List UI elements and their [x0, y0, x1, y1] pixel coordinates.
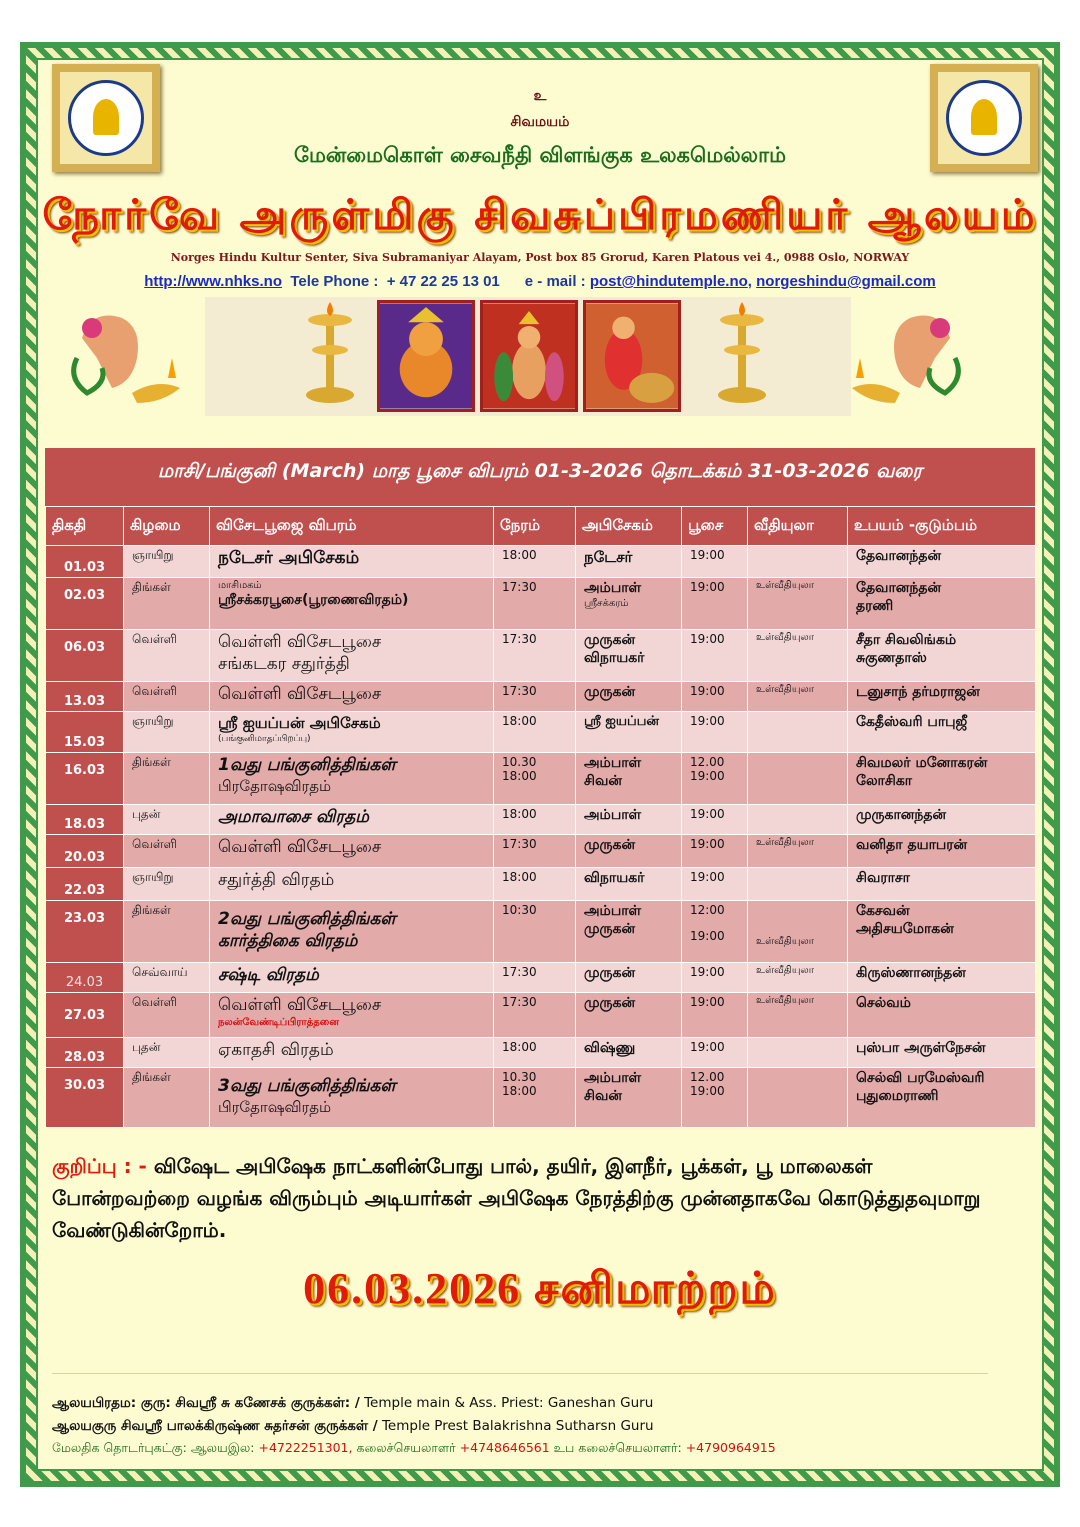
row-abhishekam-2: சிவன் — [584, 773, 622, 789]
row-day: வெள்ளி — [124, 835, 210, 868]
row-ubayam: வனிதா தயாபரன் — [848, 835, 1036, 868]
footer-vice-secretary-label: உப கலைச்செயலாளர்: — [553, 1440, 682, 1455]
footer-priest-en: Temple main & Ass. Priest: Ganeshan Guru — [364, 1395, 654, 1411]
durga-image — [583, 300, 681, 412]
row-pooja: 19:00 — [682, 578, 748, 630]
row-abhishekam: விநாயகர் — [576, 868, 682, 901]
col-header-veethi: வீதியுலா — [748, 507, 848, 546]
row-veethi — [748, 546, 848, 578]
footer-line-3 — [52, 1440, 776, 1457]
row-day: வெள்ளி — [124, 682, 210, 712]
row-date: 01.03 — [46, 546, 124, 578]
row-time: 17:30 — [494, 963, 576, 993]
row-date: 18.03 — [46, 805, 124, 835]
row-pooja: 19:00 — [682, 682, 748, 712]
row-event — [210, 1068, 494, 1128]
lady-with-lamp-left-image — [62, 298, 182, 418]
row-abhishekam-sub: ஸ்ரீசக்கரம் — [584, 598, 629, 609]
row-veethi: உள்வீதியுலா — [748, 993, 848, 1038]
row-abhishekam-1: முருகன் — [584, 632, 636, 648]
ganesha-image — [377, 300, 475, 412]
row-ubayam: முருகானந்தன் — [848, 805, 1036, 835]
schedule-table — [45, 506, 1036, 1128]
row-pooja — [682, 901, 748, 963]
pooja-schedule — [45, 448, 1035, 1140]
footer-line-1 — [52, 1395, 653, 1413]
row-date: 30.03 — [46, 1068, 124, 1128]
col-header-day: கிழமை — [124, 507, 210, 546]
row-event-note: (பங்குனிமாதப்பிறப்பு) — [218, 734, 311, 744]
footer-guru-en: Temple Prest Balakrishna Sutharsn Guru — [381, 1418, 654, 1434]
row-veethi: உள்வீதியுலா — [748, 630, 848, 682]
row-event: அமாவாசை விரதம் — [210, 805, 494, 835]
row-ubayam: சிவராசா — [848, 868, 1036, 901]
oil-lamp-right-image — [712, 300, 772, 410]
temple-title: நோர்வே அருள்மிகு சிவசுப்பிரமணியர் ஆலயம் — [42, 190, 1038, 239]
temple-address: Norges Hindu Kultur Senter, Siva Subramaniyar Alayam, Post box 85 Grorud, Karen Platous vei 4., 0988 Oslo, NORWAY — [170, 251, 910, 264]
row-time-2: 18:00 — [502, 1084, 537, 1098]
row-abhishekam: அம்பாள் — [576, 805, 682, 835]
row-time-1: 10.30 — [502, 755, 537, 769]
row-event: வெள்ளி விசேடபூசை — [210, 682, 494, 712]
contact-line: http://www.nhks.no Tele Phone : + 47 22 25 13 01 e - mail : post@hindutemple.no, norgeshindu@gmail.com — [144, 273, 936, 290]
row-abhishekam: முருகன் — [576, 963, 682, 993]
row-day: வெள்ளி — [124, 630, 210, 682]
row-ubayam-2: புதுமைராணி — [856, 1088, 939, 1104]
row-pooja: 19:00 — [682, 868, 748, 901]
row-ubayam: தேவானந்தன் — [848, 546, 1036, 578]
table-row — [46, 630, 1036, 682]
row-veethi — [748, 868, 848, 901]
row-date: 20.03 — [46, 835, 124, 868]
row-abhishekam-2: விநாயகர் — [584, 650, 645, 666]
row-time: 17:30 — [494, 835, 576, 868]
row-ubayam: டனுசாந் தர்மராஜன் — [848, 682, 1036, 712]
row-event: சதுர்த்தி விரதம் — [210, 868, 494, 901]
row-event-main: வெள்ளி விசேடபூசை — [218, 995, 382, 1015]
row-time — [494, 753, 576, 805]
row-ubayam-1: செல்வி பரமேஸ்வரி — [856, 1070, 985, 1086]
row-time: 17:30 — [494, 578, 576, 630]
website-link[interactable]: http://www.nhks.no — [144, 273, 282, 290]
footer-priest-ta: ஆலயபிரதம: குரு: சிவஸ்ரீ சு கணேசக் குருக்கள்: / — [52, 1395, 360, 1411]
row-veethi — [748, 1038, 848, 1068]
row-day: புதன் — [124, 1038, 210, 1068]
header-subtitle: மேன்மைகொள் சைவநீதி விளங்குக உலகமெல்லாம் — [294, 143, 786, 167]
row-day: வெள்ளி — [124, 993, 210, 1038]
row-date: 22.03 — [46, 868, 124, 901]
note-label: குறிப்பு : - — [52, 1154, 147, 1178]
row-time: 18:00 — [494, 546, 576, 578]
row-date: 27.03 — [46, 993, 124, 1038]
row-ubayam-2: லோசிகா — [856, 773, 913, 789]
row-event — [210, 712, 494, 753]
row-ubayam-1: சிவமலர் மனோகரன் — [856, 755, 988, 771]
row-pooja: 19:00 — [682, 1038, 748, 1068]
row-ubayam-1: தேவானந்தன் — [856, 580, 942, 596]
table-row — [46, 993, 1036, 1038]
table-row — [46, 753, 1036, 805]
row-event-line1: வெள்ளி விசேடபூசை — [218, 632, 382, 652]
col-header-date: திகதி — [46, 507, 124, 546]
om-symbol: உ — [533, 88, 547, 104]
row-day: புதன் — [124, 805, 210, 835]
row-pooja: 19:00 — [682, 835, 748, 868]
row-pooja-1: 12.00 — [690, 1070, 725, 1084]
col-header-time: நேரம் — [494, 507, 576, 546]
row-abhishekam: நடேசர் — [576, 546, 682, 578]
row-event-red: நலன்வேண்டிப்பிராத்தனை — [218, 1017, 339, 1028]
row-pooja: 19:00 — [682, 805, 748, 835]
row-day: திங்கள் — [124, 901, 210, 963]
phone-label: Tele Phone : — [290, 273, 379, 290]
row-time-2: 18:00 — [502, 769, 537, 783]
row-ubayam: கேதீஸ்வரி பாபுஜீ — [848, 712, 1036, 753]
row-veethi — [748, 805, 848, 835]
row-event: வெள்ளி விசேடபூசை — [210, 835, 494, 868]
row-veethi: உள்வீதியுலா — [748, 901, 848, 963]
row-event — [210, 901, 494, 963]
row-abhishekam: முருகன் — [576, 993, 682, 1038]
footer-temple-phone: +4722251301, — [258, 1440, 353, 1455]
row-date: 13.03 — [46, 682, 124, 712]
row-time — [494, 1068, 576, 1128]
row-time-1: 10.30 — [502, 1070, 537, 1084]
row-event-line2: சங்கடகர சதுர்த்தி — [218, 654, 350, 674]
row-time: 17:30 — [494, 682, 576, 712]
lady-with-lamp-right-image — [850, 298, 970, 418]
row-day: செவ்வாய் — [124, 963, 210, 993]
row-date: 06.03 — [46, 630, 124, 682]
col-header-abhishekam: அபிசேகம் — [576, 507, 682, 546]
row-pooja-2: 19:00 — [690, 1084, 725, 1098]
row-event-line2: பிரதோஷவிரதம் — [218, 777, 332, 795]
row-event-main: ஸ்ரீசக்கரபூசை(பூரணைவிரதம்) — [218, 592, 409, 608]
row-abhishekam: விஷ்ணு — [576, 1038, 682, 1068]
murugan-image — [480, 300, 578, 412]
row-date: 15.03 — [46, 712, 124, 753]
row-ubayam: கிருஸ்ணானந்தன் — [848, 963, 1036, 993]
row-event — [210, 753, 494, 805]
phone-number: + 47 22 25 13 01 — [386, 273, 500, 290]
row-pooja-1: 12:00 — [690, 903, 725, 917]
email-label: e - mail : — [524, 273, 586, 290]
table-row — [46, 682, 1036, 712]
row-event-line1: 3வது பங்குனித்திங்கள் — [218, 1076, 396, 1096]
row-abhishekam-main: அம்பாள் — [584, 580, 642, 596]
table-row — [46, 1068, 1036, 1128]
table-header-row — [46, 507, 1036, 546]
row-time: 17:30 — [494, 993, 576, 1038]
devotee-note — [52, 1150, 982, 1246]
row-abhishekam — [576, 1068, 682, 1128]
row-abhishekam — [576, 578, 682, 630]
table-row — [46, 546, 1036, 578]
row-ubayam — [848, 630, 1036, 682]
row-abhishekam-2: சிவன் — [584, 1088, 622, 1104]
row-date: 24.03 — [46, 963, 124, 993]
oil-lamp-left-image — [300, 300, 360, 410]
row-event-line1: 2வது பங்குனித்திங்கள் — [218, 909, 396, 929]
row-day: ஞாயிறு — [124, 868, 210, 901]
row-abhishekam — [576, 753, 682, 805]
table-row — [46, 805, 1036, 835]
schedule-banner: மாசி/பங்குனி (March) மாத பூசை விபரம் 01-3-2026 தொடக்கம் 31-03-2026 வரை — [45, 448, 1035, 506]
row-time: 10:30 — [494, 901, 576, 963]
row-day: ஞாயிறு — [124, 546, 210, 578]
row-pooja: 19:00 — [682, 712, 748, 753]
row-event — [210, 630, 494, 682]
email-link-2[interactable]: norgeshindu@gmail.com — [756, 273, 936, 290]
row-date: 16.03 — [46, 753, 124, 805]
row-day: ஞாயிறு — [124, 712, 210, 753]
row-date: 02.03 — [46, 578, 124, 630]
row-veethi — [748, 753, 848, 805]
row-time: 18:00 — [494, 805, 576, 835]
row-pooja-1: 12.00 — [690, 755, 725, 769]
row-event: சஷ்டி விரதம் — [210, 963, 494, 993]
row-pooja: 19:00 — [682, 630, 748, 682]
row-event — [210, 993, 494, 1038]
col-header-event: விசேடபூஜை விபரம் — [210, 507, 494, 546]
row-pooja — [682, 753, 748, 805]
row-date: 23.03 — [46, 901, 124, 963]
row-pooja: 19:00 — [682, 963, 748, 993]
table-row — [46, 835, 1036, 868]
row-event: நடேசர் அபிசேகம் — [210, 546, 494, 578]
row-abhishekam: ஸ்ரீ ஐயப்பன் — [576, 712, 682, 753]
row-abhishekam — [576, 630, 682, 682]
table-row — [46, 578, 1036, 630]
footer-line-2 — [52, 1418, 654, 1436]
footer-secretary-phone: +4748646561 — [459, 1440, 550, 1455]
row-pooja — [682, 1068, 748, 1128]
row-ubayam-2: தரணி — [856, 598, 894, 614]
sani-peyarchi-highlight: 06.03.2026 சனிமாற்றம் — [303, 1264, 777, 1313]
footer-contact-label: மேலதிக தொடர்புகட்கு: ஆலயஇல: — [52, 1440, 255, 1455]
sivamayam-text: சிவமயம் — [510, 114, 570, 130]
row-veethi — [748, 712, 848, 753]
row-veethi: உள்வீதியுலா — [748, 963, 848, 993]
footer-guru-ta: ஆலயகுரு சிவஸ்ரீ பாலக்கிருஷ்ண சுதர்சன் குருக்கள் / — [52, 1418, 378, 1434]
row-time: 18:00 — [494, 1038, 576, 1068]
row-event-line2: கார்த்திகை விரதம் — [218, 931, 358, 951]
row-veethi: உள்வீதியுலா — [748, 682, 848, 712]
row-ubayam-1: சீதா சிவலிங்கம் — [856, 632, 957, 648]
row-abhishekam: முருகன் — [576, 835, 682, 868]
row-time: 17:30 — [494, 630, 576, 682]
table-row — [46, 712, 1036, 753]
row-abhishekam — [576, 901, 682, 963]
row-ubayam: செல்வம் — [848, 993, 1036, 1038]
row-event-main: ஸ்ரீ ஐயப்பன் அபிசேகம் — [218, 714, 381, 732]
row-ubayam: புஸ்பா அருள்நேசன் — [848, 1038, 1036, 1068]
row-abhishekam-1: அம்பாள் — [584, 755, 642, 771]
table-row — [46, 868, 1036, 901]
row-ubayam — [848, 901, 1036, 963]
row-abhishekam-1: அம்பாள் — [584, 903, 642, 919]
table-row — [46, 963, 1036, 993]
row-event: ஏகாதசி விரதம் — [210, 1038, 494, 1068]
row-event-line1: 1வது பங்குனித்திங்கள் — [218, 755, 396, 775]
row-ubayam — [848, 578, 1036, 630]
row-pooja: 19:00 — [682, 546, 748, 578]
row-day: திங்கள் — [124, 1068, 210, 1128]
footer-secretary-label: கலைச்செயலாளர் — [356, 1440, 456, 1455]
row-ubayam-2: சுகுணதாஸ் — [856, 650, 927, 666]
footer-vice-secretary-phone: +4790964915 — [685, 1440, 776, 1455]
row-veethi: உள்வீதியுலா — [748, 835, 848, 868]
row-veethi — [748, 1068, 848, 1128]
row-day: திங்கள் — [124, 578, 210, 630]
row-pooja-2: 19:00 — [690, 929, 725, 943]
email-link-1[interactable]: post@hindutemple.no — [589, 273, 748, 290]
row-date: 28.03 — [46, 1038, 124, 1068]
footer-divider — [52, 1373, 988, 1374]
row-pooja: 19:00 — [682, 993, 748, 1038]
row-time: 18:00 — [494, 712, 576, 753]
col-header-pooja: பூசை — [682, 507, 748, 546]
row-abhishekam-2: முருகன் — [584, 921, 636, 937]
row-event-line2: பிரதோஷவிரதம் — [218, 1098, 332, 1116]
row-abhishekam: முருகன் — [576, 682, 682, 712]
col-header-ubayam: உபயம் -குடும்பம் — [848, 507, 1036, 546]
row-time: 18:00 — [494, 868, 576, 901]
row-veethi: உள்வீதியுலா — [748, 578, 848, 630]
row-event — [210, 578, 494, 630]
row-ubayam-1: கேசவன் — [856, 903, 910, 919]
table-row — [46, 1038, 1036, 1068]
row-ubayam — [848, 753, 1036, 805]
row-ubayam-2: அதிசயமோகன் — [856, 921, 954, 937]
row-abhishekam-1: அம்பாள் — [584, 1070, 642, 1086]
table-row — [46, 901, 1036, 963]
row-event-small: மாசிமகம் — [218, 580, 262, 591]
row-pooja-2: 19:00 — [690, 769, 725, 783]
note-text: விஷேட அபிஷேக நாட்களின்போது பால், தயிர், இளநீர், பூக்கள், பூ மாலைகள் போன்றவற்றை வழங்க விரும்பும் அடியார்கள் அபிஷேக நேரத்திற்கு முன்னதாகவே கொடுத்துதவுமாறு வேண்டுகின்றோம். — [52, 1154, 981, 1242]
row-ubayam — [848, 1068, 1036, 1128]
row-day: திங்கள் — [124, 753, 210, 805]
